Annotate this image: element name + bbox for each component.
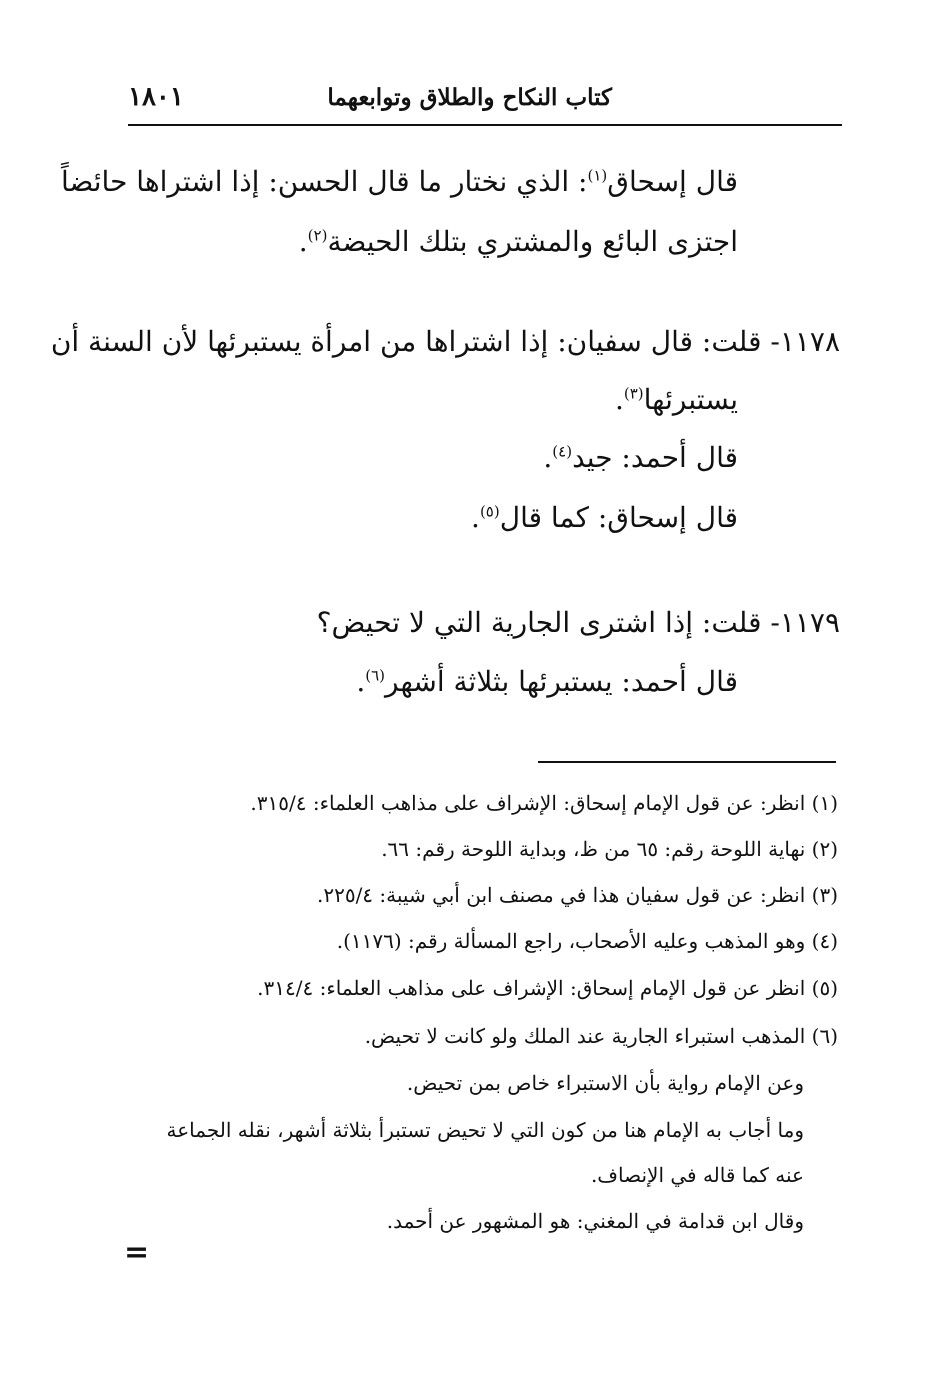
header-title: كتاب النكاح والطلاق وتوابعهما <box>327 84 612 111</box>
footnote-6-line: وقال ابن قدامة في المغني: هو المشهور عن أحمد. <box>386 1209 804 1233</box>
body-text: . <box>356 665 366 698</box>
footnote-6: (٦) المذهب استبراء الجارية عند الملك ولو كانت لا تحيض. <box>364 1024 838 1048</box>
footnote-ref[interactable]: (٤) <box>552 442 573 461</box>
footnote-2: (٢) نهاية اللوحة رقم: ٦٥ من ظ، وبداية اللوحة رقم: ٦٦. <box>381 837 838 861</box>
footnote-ref[interactable]: (٢) <box>307 226 328 245</box>
body-text: : الذي نختار ما قال الحسن: إذا اشتراها حائضاً <box>60 165 588 198</box>
body-text: . <box>471 501 480 534</box>
footnote-separator <box>538 761 836 763</box>
body-text: قال إسحاق <box>607 165 738 198</box>
footnote-ref[interactable]: (٦) <box>365 666 386 685</box>
footnote-ref[interactable]: (٥) <box>479 502 500 521</box>
question-1178-line <box>51 322 840 362</box>
body-line <box>356 662 738 702</box>
question-1179-line <box>317 603 840 643</box>
body-text: قال إسحاق: كما قال <box>499 501 738 534</box>
footnote-1: (١) انظر: عن قول الإمام إسحاق: الإشراف على مذاهب العلماء: ٣١٥/٤. <box>250 791 838 815</box>
footnote-6-line: وعن الإمام رواية بأن الاستبراء خاص بمن تحيض. <box>406 1071 804 1095</box>
body-text: قلت: إذا اشترى الجارية التي لا تحيض؟ <box>316 606 762 639</box>
body-text: يستبرئها <box>643 383 738 416</box>
footnote-6-line: عنه كما قاله في الإنصاف. <box>590 1163 804 1187</box>
page-header <box>128 78 842 122</box>
footnote-3: (٣) انظر: عن قول سفيان هذا في مصنف ابن أبي شيبة: ٢٢٥/٤. <box>316 883 838 907</box>
body-text: . <box>298 225 308 258</box>
question-number: ١١٧٨- <box>770 325 840 358</box>
footnote-6-line: وما أجاب به الإمام هنا من كون التي لا تحيض تستبرأ بثلاثة أشهر، نقله الجماعة <box>166 1118 804 1142</box>
body-text: قلت: قال سفيان: إذا اشتراها من امرأة يستبرئها لأن السنة أن <box>50 325 762 358</box>
body-line <box>615 380 738 420</box>
body-text: قال أحمد: يستبرئها بثلاثة أشهر <box>385 665 738 698</box>
body-line <box>299 222 738 262</box>
footnote-5: (٥) انظر عن قول الإمام إسحاق: الإشراف على مذاهب العلماء: ٣١٤/٤. <box>257 976 838 1000</box>
continuation-mark: = <box>124 1235 150 1270</box>
body-line <box>543 438 738 478</box>
footnote-ref[interactable]: (٣) <box>623 384 644 403</box>
footnote-4: (٤) وهو المذهب وعليه الأصحاب، راجع المسألة رقم: (١١٧٦). <box>336 929 838 953</box>
body-text: . <box>543 441 553 474</box>
body-text: . <box>614 383 624 416</box>
question-number: ١١٧٩- <box>770 606 840 639</box>
body-line <box>471 498 738 538</box>
body-line <box>61 162 738 202</box>
body-text: اجتزى البائع والمشتري بتلك الحيضة <box>327 225 738 258</box>
footnote-ref[interactable]: (١) <box>587 166 608 185</box>
body-text: قال أحمد: جيد <box>572 441 738 474</box>
page-number: ١٨٠١ <box>128 82 184 112</box>
header-rule <box>128 124 842 126</box>
